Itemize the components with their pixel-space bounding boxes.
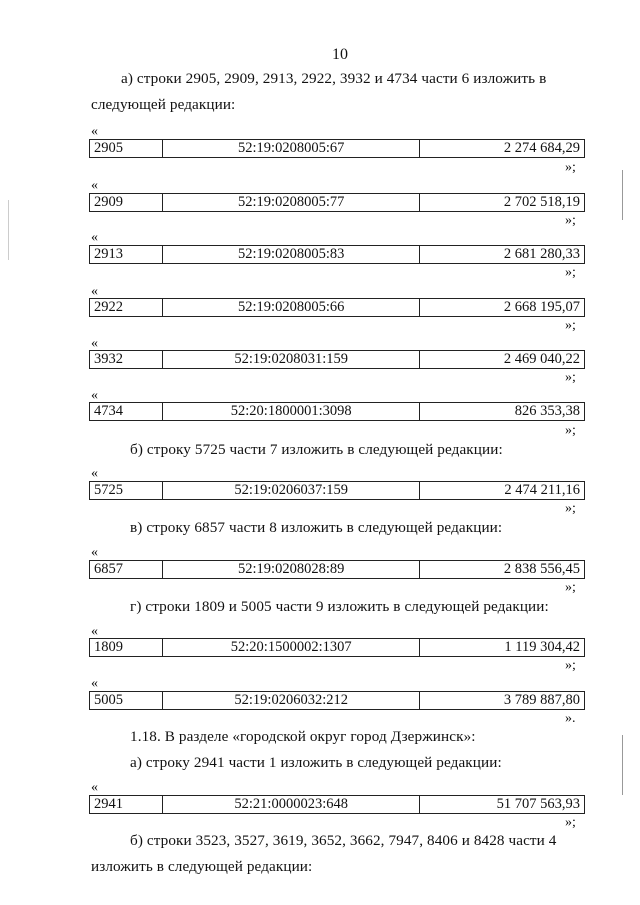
row-number: 2909 bbox=[90, 194, 163, 212]
cadastral-value: 2 668 195,07 bbox=[419, 299, 584, 317]
row-number: 6857 bbox=[90, 561, 163, 579]
cadastral-number: 52:19:0208031:159 bbox=[163, 351, 420, 369]
table-row bbox=[90, 246, 585, 264]
row-number: 2922 bbox=[90, 299, 163, 317]
open-quote: « bbox=[91, 336, 98, 351]
intro-line-2: следующей редакции: bbox=[91, 96, 236, 113]
record-table bbox=[89, 691, 585, 710]
cadastral-number: 52:19:0208005:66 bbox=[163, 299, 420, 317]
intro-line-1: а) строки 2905, 2909, 2913, 2922, 3932 и 4734 части 6 изложить в bbox=[121, 70, 547, 87]
row-number: 1809 bbox=[90, 639, 163, 657]
table-row bbox=[90, 692, 585, 710]
table-row bbox=[90, 482, 585, 500]
cadastral-value: 51 707 563,93 bbox=[419, 796, 584, 814]
row-number: 4734 bbox=[90, 403, 163, 421]
table-row bbox=[90, 639, 585, 657]
scan-edge-mark bbox=[8, 200, 9, 260]
cadastral-number: 52:19:0208005:83 bbox=[163, 246, 420, 264]
open-quote: « bbox=[91, 230, 98, 245]
paragraph-b2-line-1: б) строки 3523, 3527, 3619, 3652, 3662, 7947, 8406 и 8428 части 4 bbox=[130, 832, 557, 849]
close-quote: »; bbox=[565, 580, 576, 595]
close-quote: ». bbox=[565, 711, 576, 726]
open-quote: « bbox=[91, 545, 98, 560]
scan-edge-mark bbox=[622, 170, 623, 220]
table-row bbox=[90, 140, 585, 158]
open-quote: « bbox=[91, 178, 98, 193]
close-quote: »; bbox=[565, 658, 576, 673]
cadastral-value: 1 119 304,42 bbox=[419, 639, 584, 657]
open-quote: « bbox=[91, 466, 98, 481]
scan-edge-mark bbox=[622, 735, 623, 795]
record-table bbox=[89, 402, 585, 421]
close-quote: »; bbox=[565, 815, 576, 830]
close-quote: »; bbox=[565, 423, 576, 438]
row-number: 2905 bbox=[90, 140, 163, 158]
table-row bbox=[90, 796, 585, 814]
cadastral-value: 2 702 518,19 bbox=[419, 194, 584, 212]
table-row bbox=[90, 299, 585, 317]
cadastral-number: 52:19:0206037:159 bbox=[163, 482, 420, 500]
paragraph-v: в) строку 6857 части 8 изложить в следующей редакции: bbox=[130, 519, 503, 536]
close-quote: »; bbox=[565, 213, 576, 228]
record-table bbox=[89, 245, 585, 264]
paragraph-a2: а) строку 2941 части 1 изложить в следующей редакции: bbox=[130, 754, 502, 771]
paragraph-g: г) строки 1809 и 5005 части 9 изложить в следующей редакции: bbox=[130, 598, 549, 615]
row-number: 5725 bbox=[90, 482, 163, 500]
cadastral-value: 2 274 684,29 bbox=[419, 140, 584, 158]
paragraph-b2-line-2: изложить в следующей редакции: bbox=[91, 858, 313, 875]
table-row bbox=[90, 194, 585, 212]
cadastral-value: 2 838 556,45 bbox=[419, 561, 584, 579]
cadastral-value: 3 789 887,80 bbox=[419, 692, 584, 710]
close-quote: »; bbox=[565, 370, 576, 385]
record-table bbox=[89, 350, 585, 369]
close-quote: »; bbox=[565, 318, 576, 333]
open-quote: « bbox=[91, 388, 98, 403]
record-table bbox=[89, 560, 585, 579]
cadastral-number: 52:19:0208005:67 bbox=[163, 140, 420, 158]
record-table bbox=[89, 139, 585, 158]
table-row bbox=[90, 561, 585, 579]
record-table bbox=[89, 638, 585, 657]
close-quote: »; bbox=[565, 265, 576, 280]
row-number: 5005 bbox=[90, 692, 163, 710]
table-row bbox=[90, 403, 585, 421]
cadastral-number: 52:20:1500002:1307 bbox=[163, 639, 420, 657]
row-number: 2941 bbox=[90, 796, 163, 814]
open-quote: « bbox=[91, 284, 98, 299]
cadastral-value: 826 353,38 bbox=[419, 403, 584, 421]
section-heading: 1.18. В разделе «городской округ город Дзержинск»: bbox=[130, 728, 476, 745]
row-number: 3932 bbox=[90, 351, 163, 369]
table-row bbox=[90, 351, 585, 369]
open-quote: « bbox=[91, 780, 98, 795]
close-quote: »; bbox=[565, 501, 576, 516]
row-number: 2913 bbox=[90, 246, 163, 264]
page-number: 10 bbox=[332, 46, 348, 63]
cadastral-number: 52:19:0208005:77 bbox=[163, 194, 420, 212]
cadastral-value: 2 474 211,16 bbox=[419, 482, 584, 500]
paragraph-b: б) строку 5725 части 7 изложить в следующей редакции: bbox=[130, 441, 503, 458]
cadastral-value: 2 681 280,33 bbox=[419, 246, 584, 264]
open-quote: « bbox=[91, 624, 98, 639]
record-table bbox=[89, 193, 585, 212]
open-quote: « bbox=[91, 124, 98, 139]
cadastral-number: 52:21:0000023:648 bbox=[163, 796, 420, 814]
cadastral-number: 52:20:1800001:3098 bbox=[163, 403, 420, 421]
cadastral-number: 52:19:0206032:212 bbox=[163, 692, 420, 710]
record-table bbox=[89, 795, 585, 814]
cadastral-value: 2 469 040,22 bbox=[419, 351, 584, 369]
close-quote: »; bbox=[565, 160, 576, 175]
record-table bbox=[89, 298, 585, 317]
record-table bbox=[89, 481, 585, 500]
open-quote: « bbox=[91, 676, 98, 691]
cadastral-number: 52:19:0208028:89 bbox=[163, 561, 420, 579]
